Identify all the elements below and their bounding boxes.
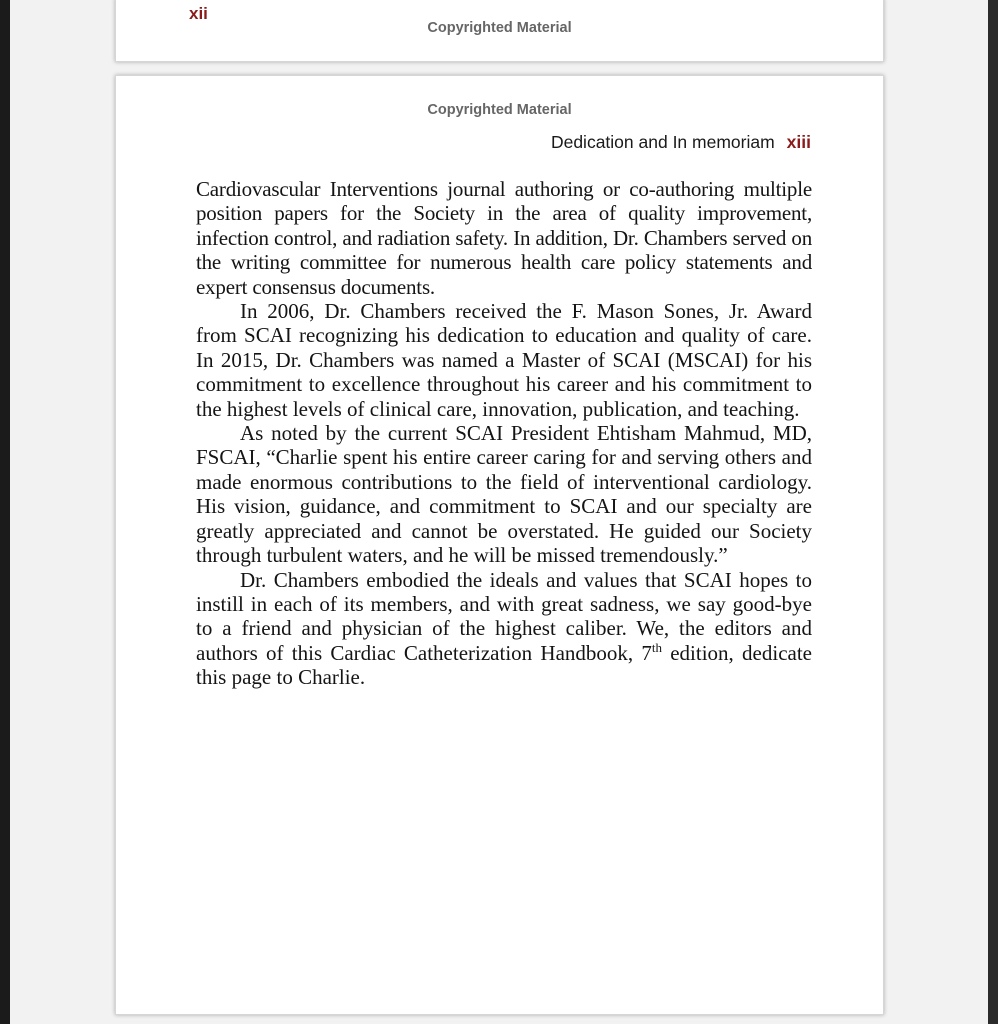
page-xii (115, 0, 884, 62)
window-edge-right (988, 0, 998, 1024)
document-viewer[interactable] (10, 0, 988, 1024)
paragraph-text: Dr. Chambers embodied the ideals and values that SCAI hopes to instill in each of its members, and with great sadness, we say good-bye to a friend and physician of the highest caliber. We, the editors and authors of this Cardiac Catheterization Handbook, 7 (196, 567, 812, 665)
window-edge-left (0, 0, 10, 1024)
paragraph: In 2006, Dr. Chambers received the F. Mason Sones, Jr. Award from SCAI recognizing his dedication to education and quality of care. In 2015, Dr. Chambers was named a Master of SCAI (MSCAI) for his commitment to excellence throughout his career and his commitment to the highest levels of clinical care, innovation, publication, and teaching. (196, 299, 812, 421)
page-number: xii (189, 4, 208, 23)
running-head-title: Dedication and In memoriam (550, 132, 775, 152)
paragraph: Cardiovascular Interventions journal authoring or co-authoring multiple position papers for the Society in the area of quality improvement, infection control, and radiation safety. In addition, Dr. Chambers served on the writing committee for numerous health care policy statements and expert consensus documents. (196, 177, 812, 299)
page-xiii (115, 75, 884, 1015)
paragraph (196, 568, 812, 690)
copyright-notice: Copyrighted Material (427, 102, 572, 118)
ordinal-superscript: th (651, 639, 662, 655)
page-number: xiii (786, 132, 811, 152)
body-text (196, 177, 812, 690)
paragraph-text: edition, dedicate this page to Charlie. (196, 640, 812, 690)
running-head (551, 132, 811, 153)
paragraph: As noted by the current SCAI President Ehtisham Mahmud, MD, FSCAI, “Charlie spent his entire career caring for and serving others and made enormous contributions to the field of interventional cardiology. His vision, guidance, and commitment to SCAI and our specialty are greatly appreciated and cannot be overstated. He guided our Society through turbulent waters, and he will be missed tremendously.” (196, 421, 812, 568)
copyright-notice: Copyrighted Material (427, 20, 572, 36)
